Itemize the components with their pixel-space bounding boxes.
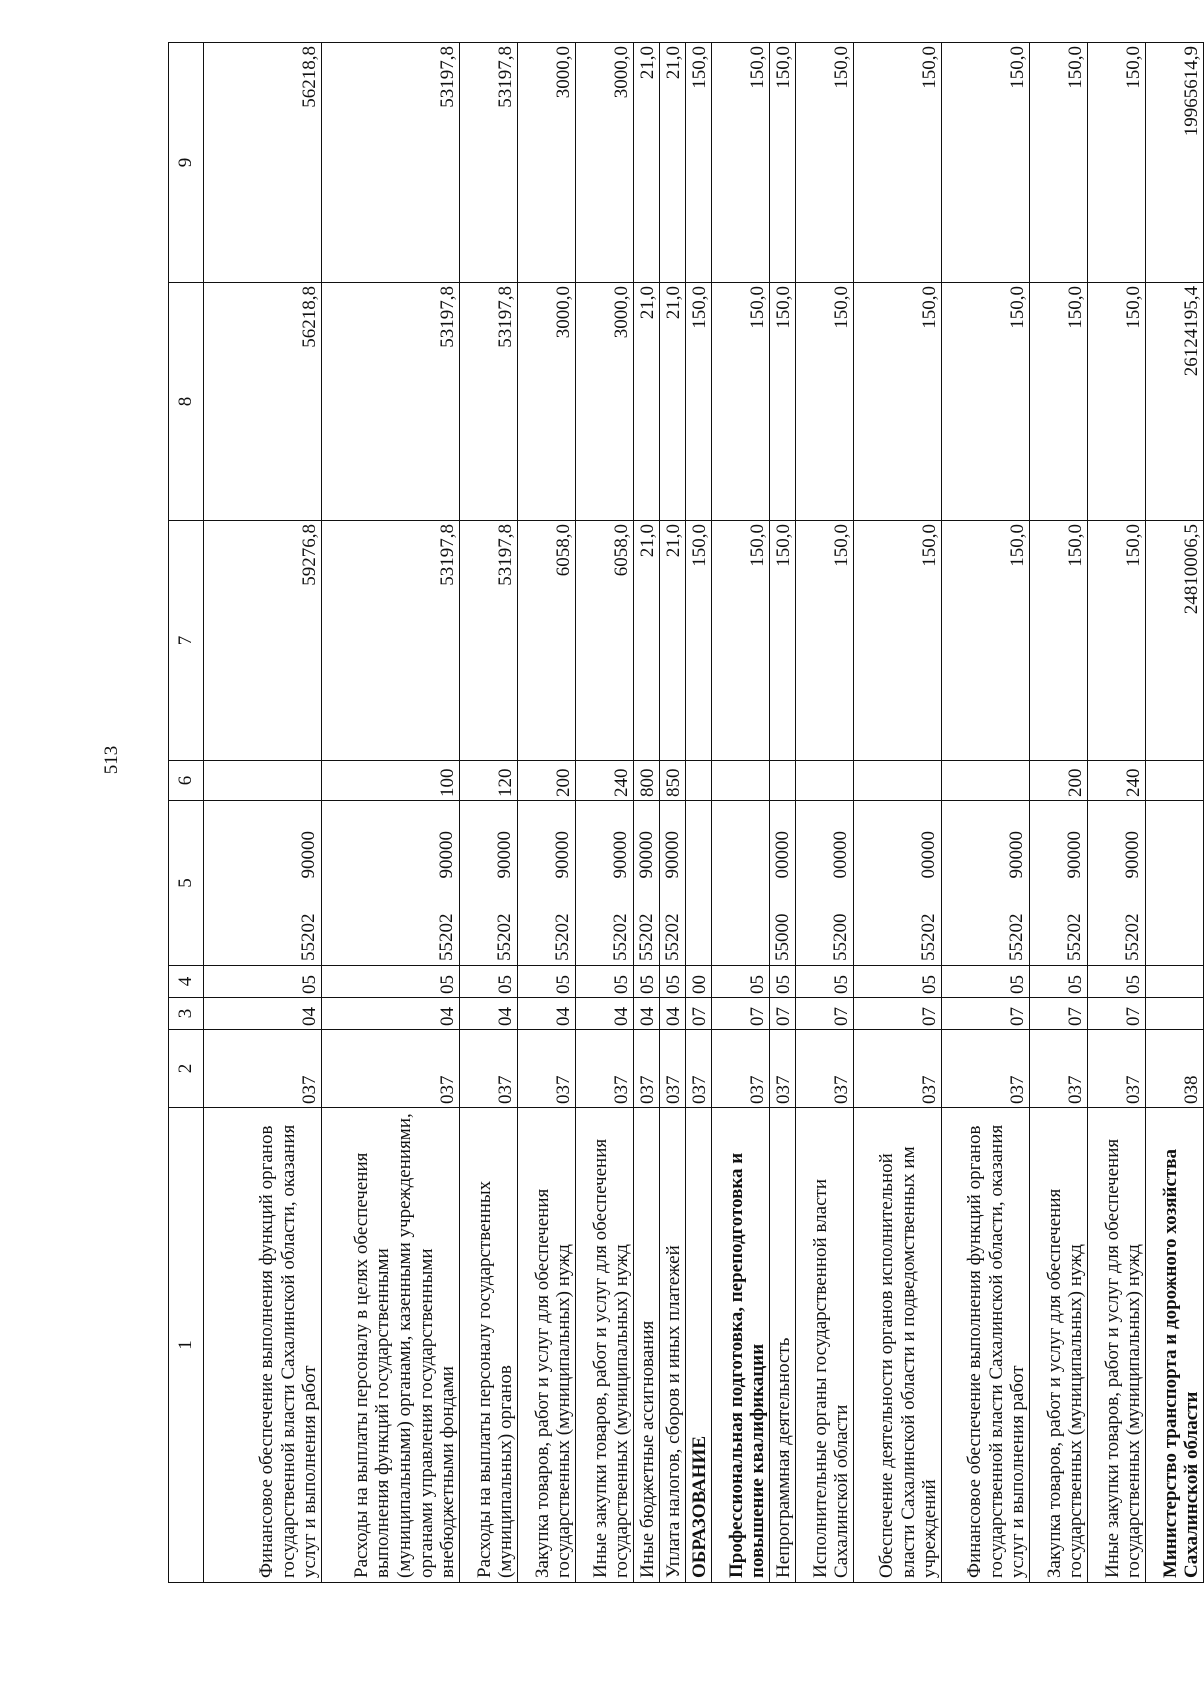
amount-cell-9: 150,0 bbox=[796, 43, 854, 283]
target-article-cell bbox=[1088, 801, 1146, 966]
header-cell: 8 bbox=[169, 283, 204, 521]
target-article-direction-code: 90000 bbox=[1006, 831, 1028, 879]
ministry-code-cell: 037 bbox=[660, 1030, 686, 1108]
table-row bbox=[660, 43, 686, 1583]
ministry-code-cell: 037 bbox=[518, 1030, 576, 1108]
row-name-cell: Исполнительные органы государственной власти Сахалинской области bbox=[796, 1108, 854, 1583]
expense-type-cell bbox=[770, 761, 796, 801]
expense-type-cell: 240 bbox=[576, 761, 634, 801]
row-name-cell: Обеспечение деятельности органов исполнительной власти Сахалинской области и подведомственных им учреждений bbox=[854, 1108, 942, 1583]
target-article-program-code: 55202 bbox=[636, 913, 658, 961]
section-code-cell: 04 bbox=[322, 998, 460, 1030]
amount-cell-8: 3000,0 bbox=[576, 283, 634, 521]
target-article-cell bbox=[942, 801, 1030, 966]
subsection-code-cell: 05 bbox=[712, 966, 770, 998]
header-cell: 3 bbox=[169, 998, 204, 1030]
amount-cell-7: 150,0 bbox=[1088, 521, 1146, 761]
row-name-cell: Иные закупки товаров, работ и услуг для обеспечения государственных (муниципальных) нужд bbox=[1088, 1108, 1146, 1583]
ministry-code-cell: 037 bbox=[1030, 1030, 1088, 1108]
amount-cell-9: 150,0 bbox=[686, 43, 712, 283]
amount-cell-9: 53197,8 bbox=[460, 43, 518, 283]
expense-type-cell: 120 bbox=[460, 761, 518, 801]
target-article-program-code: 55202 bbox=[1006, 913, 1028, 961]
table-row bbox=[576, 43, 634, 1583]
amount-cell-8: 26124195,4 bbox=[1146, 283, 1204, 521]
subsection-code-cell: 00 bbox=[686, 966, 712, 998]
target-article-cell bbox=[712, 801, 770, 966]
target-article-direction-code: 90000 bbox=[610, 831, 632, 879]
target-article-cell bbox=[1146, 801, 1204, 966]
amount-cell-7: 150,0 bbox=[1030, 521, 1088, 761]
expense-type-cell bbox=[204, 761, 322, 801]
target-article-direction-code: 90000 bbox=[298, 831, 320, 879]
ministry-code-cell: 037 bbox=[204, 1030, 322, 1108]
expense-type-cell: 240 bbox=[1088, 761, 1146, 801]
ministry-code-cell: 037 bbox=[322, 1030, 460, 1108]
amount-cell-7: 59276,8 bbox=[204, 521, 322, 761]
target-article-program-code: 55202 bbox=[918, 913, 940, 961]
table-row bbox=[518, 43, 576, 1583]
target-article-cell bbox=[1030, 801, 1088, 966]
section-code-cell: 04 bbox=[660, 998, 686, 1030]
header-cell: 6 bbox=[169, 761, 204, 801]
amount-cell-7: 150,0 bbox=[854, 521, 942, 761]
amount-cell-8: 150,0 bbox=[1088, 283, 1146, 521]
header-cell: 5 bbox=[169, 801, 204, 966]
amount-cell-9: 150,0 bbox=[712, 43, 770, 283]
target-article-direction-code: 90000 bbox=[636, 831, 658, 879]
table-row bbox=[770, 43, 796, 1583]
row-name-cell: Закупка товаров, работ и услуг для обеспечения государственных (муниципальных) нужд bbox=[1030, 1108, 1088, 1583]
ministry-code-cell: 037 bbox=[634, 1030, 660, 1108]
section-code-cell: 07 bbox=[942, 998, 1030, 1030]
ministry-code-cell: 037 bbox=[712, 1030, 770, 1108]
section-code-cell bbox=[1146, 998, 1204, 1030]
subsection-code-cell: 05 bbox=[204, 966, 322, 998]
target-article-cell bbox=[686, 801, 712, 966]
target-article-cell bbox=[576, 801, 634, 966]
table-row bbox=[712, 43, 770, 1583]
amount-cell-7: 53197,8 bbox=[322, 521, 460, 761]
target-article-direction-code bbox=[710, 801, 711, 883]
target-article-cell bbox=[322, 801, 460, 966]
amount-cell-8: 3000,0 bbox=[518, 283, 576, 521]
amount-cell-8: 150,0 bbox=[712, 283, 770, 521]
target-article-cell bbox=[770, 801, 796, 966]
amount-cell-8: 150,0 bbox=[1030, 283, 1088, 521]
target-article-direction-code: 00000 bbox=[918, 831, 940, 879]
table-row bbox=[322, 43, 460, 1583]
subsection-code-cell: 05 bbox=[460, 966, 518, 998]
row-name-cell: Профессиональная подготовка, переподготовка и повышение квалификации bbox=[712, 1108, 770, 1583]
target-article-cell bbox=[460, 801, 518, 966]
amount-cell-9: 21,0 bbox=[660, 43, 686, 283]
amount-cell-9: 21,0 bbox=[634, 43, 660, 283]
amount-cell-9: 3000,0 bbox=[518, 43, 576, 283]
expense-type-cell bbox=[712, 761, 770, 801]
amount-cell-7: 53197,8 bbox=[460, 521, 518, 761]
amount-cell-8: 150,0 bbox=[942, 283, 1030, 521]
expense-type-cell: 100 bbox=[322, 761, 460, 801]
amount-cell-7: 150,0 bbox=[796, 521, 854, 761]
amount-cell-8: 150,0 bbox=[796, 283, 854, 521]
amount-cell-8: 150,0 bbox=[686, 283, 712, 521]
subsection-code-cell: 05 bbox=[796, 966, 854, 998]
header-cell: 2 bbox=[169, 1030, 204, 1108]
section-code-cell: 04 bbox=[460, 998, 518, 1030]
target-article-program-code: 55202 bbox=[298, 913, 320, 961]
section-code-cell: 07 bbox=[712, 998, 770, 1030]
subsection-code-cell: 05 bbox=[660, 966, 686, 998]
subsection-code-cell: 05 bbox=[770, 966, 796, 998]
target-article-cell bbox=[204, 801, 322, 966]
section-code-cell: 04 bbox=[518, 998, 576, 1030]
target-article-cell bbox=[854, 801, 942, 966]
table-row bbox=[1030, 43, 1088, 1583]
row-name-cell: Расходы на выплаты персоналу в целях обеспечения выполнения функций государственными (муниципальными) органами, казенными учреждениями, органами управления государственными внебюджетными фондами bbox=[322, 1108, 460, 1583]
target-article-program-code bbox=[710, 883, 711, 966]
row-name-cell: Иные закупки товаров, работ и услуг для обеспечения государственных (муниципальных) нужд bbox=[576, 1108, 634, 1583]
target-article-program-code: 55200 bbox=[830, 913, 852, 961]
section-code-cell: 07 bbox=[796, 998, 854, 1030]
amount-cell-9: 150,0 bbox=[1030, 43, 1088, 283]
target-article-program-code bbox=[1202, 883, 1203, 966]
subsection-code-cell: 05 bbox=[322, 966, 460, 998]
amount-cell-8: 53197,8 bbox=[322, 283, 460, 521]
subsection-code-cell: 05 bbox=[1088, 966, 1146, 998]
amount-cell-8: 56218,8 bbox=[204, 283, 322, 521]
expense-type-cell bbox=[686, 761, 712, 801]
target-article-cell bbox=[634, 801, 660, 966]
subsection-code-cell: 05 bbox=[518, 966, 576, 998]
subsection-code-cell: 05 bbox=[576, 966, 634, 998]
target-article-program-code: 55202 bbox=[436, 913, 458, 961]
ministry-code-cell: 037 bbox=[854, 1030, 942, 1108]
table-row bbox=[942, 43, 1030, 1583]
target-article-program-code: 55000 bbox=[772, 913, 794, 961]
target-article-cell bbox=[518, 801, 576, 966]
target-article-direction-code: 90000 bbox=[494, 831, 516, 879]
expense-type-cell bbox=[1146, 761, 1204, 801]
target-article-program-code: 55202 bbox=[552, 913, 574, 961]
target-article-direction-code: 90000 bbox=[1122, 831, 1144, 879]
section-code-cell: 04 bbox=[634, 998, 660, 1030]
section-code-cell: 04 bbox=[204, 998, 322, 1030]
amount-cell-7: 150,0 bbox=[712, 521, 770, 761]
section-code-cell: 07 bbox=[686, 998, 712, 1030]
subsection-code-cell: 05 bbox=[854, 966, 942, 998]
target-article-direction-code: 00000 bbox=[772, 831, 794, 879]
amount-cell-8: 53197,8 bbox=[460, 283, 518, 521]
amount-cell-7: 150,0 bbox=[686, 521, 712, 761]
amount-cell-9: 3000,0 bbox=[576, 43, 634, 283]
target-article-direction-code bbox=[768, 801, 769, 883]
header-cell: 1 bbox=[169, 1108, 204, 1583]
ministry-code-cell: 037 bbox=[1088, 1030, 1146, 1108]
table-row bbox=[204, 43, 322, 1583]
header-row bbox=[169, 43, 204, 1583]
target-article-program-code: 55202 bbox=[1122, 913, 1144, 961]
subsection-code-cell: 05 bbox=[634, 966, 660, 998]
header-cell: 9 bbox=[169, 43, 204, 283]
table-row bbox=[1088, 43, 1146, 1583]
table-row bbox=[686, 43, 712, 1583]
expense-type-cell bbox=[854, 761, 942, 801]
expense-type-cell bbox=[942, 761, 1030, 801]
amount-cell-7: 21,0 bbox=[660, 521, 686, 761]
header-cell: 4 bbox=[169, 966, 204, 998]
row-name-cell: Финансовое обеспечение выполнения функций органов государственной власти Сахалинской области, оказания услуг и выполнения работ bbox=[204, 1108, 322, 1583]
expense-type-cell: 850 bbox=[660, 761, 686, 801]
amount-cell-9: 150,0 bbox=[1088, 43, 1146, 283]
target-article-direction-code: 90000 bbox=[436, 831, 458, 879]
row-name-cell: Уплата налогов, сборов и иных платежей bbox=[660, 1108, 686, 1583]
expense-type-cell: 800 bbox=[634, 761, 660, 801]
section-code-cell: 04 bbox=[576, 998, 634, 1030]
row-name-cell: Финансовое обеспечение выполнения функций органов государственной власти Сахалинской области, оказания услуг и выполнения работ bbox=[942, 1108, 1030, 1583]
amount-cell-7: 6058,0 bbox=[518, 521, 576, 761]
target-article-program-code: 55202 bbox=[662, 913, 684, 961]
ministry-code-cell: 037 bbox=[460, 1030, 518, 1108]
row-name-cell: Непрограммная деятельность bbox=[770, 1108, 796, 1583]
target-article-program-code: 55202 bbox=[610, 913, 632, 961]
row-name-cell: ОБРАЗОВАНИЕ bbox=[686, 1108, 712, 1583]
section-code-cell: 07 bbox=[770, 998, 796, 1030]
budget-table-container bbox=[168, 43, 1203, 1583]
target-article-program-code: 55202 bbox=[494, 913, 516, 961]
target-article-direction-code: 00000 bbox=[830, 831, 852, 879]
target-article-program-code bbox=[768, 883, 769, 966]
target-article-cell bbox=[796, 801, 854, 966]
ministry-code-cell: 037 bbox=[770, 1030, 796, 1108]
table-row bbox=[460, 43, 518, 1583]
table-row bbox=[796, 43, 854, 1583]
section-code-cell: 07 bbox=[1088, 998, 1146, 1030]
amount-cell-9: 56218,8 bbox=[204, 43, 322, 283]
amount-cell-7: 21,0 bbox=[634, 521, 660, 761]
expense-type-cell: 200 bbox=[1030, 761, 1088, 801]
target-article-direction-code: 90000 bbox=[1064, 831, 1086, 879]
ministry-code-cell: 037 bbox=[686, 1030, 712, 1108]
amount-cell-9: 150,0 bbox=[770, 43, 796, 283]
row-name-cell: Министерство транспорта и дорожного хозяйства Сахалинской области bbox=[1146, 1108, 1204, 1583]
target-article-cell bbox=[660, 801, 686, 966]
subsection-code-cell: 05 bbox=[1030, 966, 1088, 998]
expense-type-cell: 200 bbox=[518, 761, 576, 801]
amount-cell-7: 6058,0 bbox=[576, 521, 634, 761]
page-number: 513 bbox=[101, 745, 122, 775]
amount-cell-7: 24810006,5 bbox=[1146, 521, 1204, 761]
ministry-code-cell: 037 bbox=[576, 1030, 634, 1108]
header-cell: 7 bbox=[169, 521, 204, 761]
table-row bbox=[854, 43, 942, 1583]
ministry-code-cell: 037 bbox=[796, 1030, 854, 1108]
target-article-direction-code: 90000 bbox=[552, 831, 574, 879]
amount-cell-8: 150,0 bbox=[770, 283, 796, 521]
amount-cell-7: 150,0 bbox=[770, 521, 796, 761]
target-article-direction-code: 90000 bbox=[662, 831, 684, 879]
expense-type-cell bbox=[796, 761, 854, 801]
table-row bbox=[1146, 43, 1204, 1583]
section-code-cell: 07 bbox=[1030, 998, 1088, 1030]
amount-cell-8: 21,0 bbox=[660, 283, 686, 521]
subsection-code-cell: 05 bbox=[942, 966, 1030, 998]
table-row bbox=[634, 43, 660, 1583]
amount-cell-8: 150,0 bbox=[854, 283, 942, 521]
budget-table bbox=[168, 42, 1204, 1583]
amount-cell-9: 150,0 bbox=[942, 43, 1030, 283]
amount-cell-9: 53197,8 bbox=[322, 43, 460, 283]
row-name-cell: Иные бюджетные ассигнования bbox=[634, 1108, 660, 1583]
ministry-code-cell: 037 bbox=[942, 1030, 1030, 1108]
ministry-code-cell: 038 bbox=[1146, 1030, 1204, 1108]
target-article-program-code: 55202 bbox=[1064, 913, 1086, 961]
amount-cell-9: 19965614,9 bbox=[1146, 43, 1204, 283]
subsection-code-cell bbox=[1146, 966, 1204, 998]
amount-cell-7: 150,0 bbox=[942, 521, 1030, 761]
row-name-cell: Закупка товаров, работ и услуг для обеспечения государственных (муниципальных) нужд bbox=[518, 1108, 576, 1583]
target-article-direction-code bbox=[1202, 801, 1203, 883]
section-code-cell: 07 bbox=[854, 998, 942, 1030]
row-name-cell: Расходы на выплаты персоналу государственных (муниципальных) органов bbox=[460, 1108, 518, 1583]
amount-cell-9: 150,0 bbox=[854, 43, 942, 283]
amount-cell-8: 21,0 bbox=[634, 283, 660, 521]
